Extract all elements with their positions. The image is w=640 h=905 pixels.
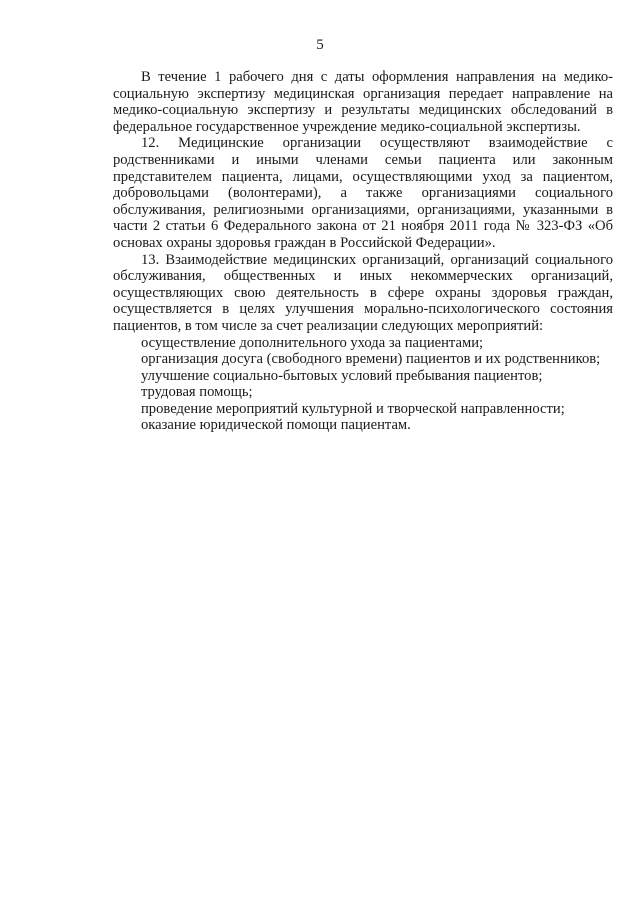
list-item: оказание юридической помощи пациентам.	[141, 417, 411, 434]
list-item: организация досуга (свободного времени) пациентов и их родственников;	[141, 351, 601, 368]
paragraph-13-organizations-interaction: 13. Взаимодействие медицинских организаций, организаций социального обслуживания, общественных и иных некоммерческих организаций, осуществляющих свою деятельность в сфере охраны здоровья граждан, осуществляется в целях улучшения морально-психологического состояния пациентов, в том числе за счет реализации следующих мероприятий:	[113, 251, 613, 334]
page-number: 5	[316, 37, 324, 53]
list-item: осуществление дополнительного ухода за пациентами;	[141, 334, 484, 351]
paragraph-referral-transfer: В течение 1 рабочего дня с даты оформления направления на медико-социальную экспертизу медицинская организация передает направление на медико-социальную экспертизу и результаты медицинских обследований в федеральное государственное учреждение медико-социальной экспертизы.	[113, 69, 613, 135]
list-item: трудовая помощь;	[141, 384, 253, 401]
paragraph-12-interaction-with-relatives: 12. Медицинские организации осуществляют взаимодействие с родственниками и иными членами семьи пациента или законным представителем пациента, лицами, осуществляющими уход за пациентом, добровольцами (волонтерами), а также организациями социального обслуживания, религиозными организациями, организациями, указанными в части 2 статьи 6 Федерального закона от 21 ноября 2011 года № 323-ФЗ «Об основах охраны здоровья граждан в Российской Федерации».	[113, 135, 613, 251]
list-item: улучшение социально-бытовых условий пребывания пациентов;	[141, 367, 543, 384]
list-item: проведение мероприятий культурной и творческой направленности;	[141, 400, 565, 417]
document-body	[113, 69, 613, 434]
